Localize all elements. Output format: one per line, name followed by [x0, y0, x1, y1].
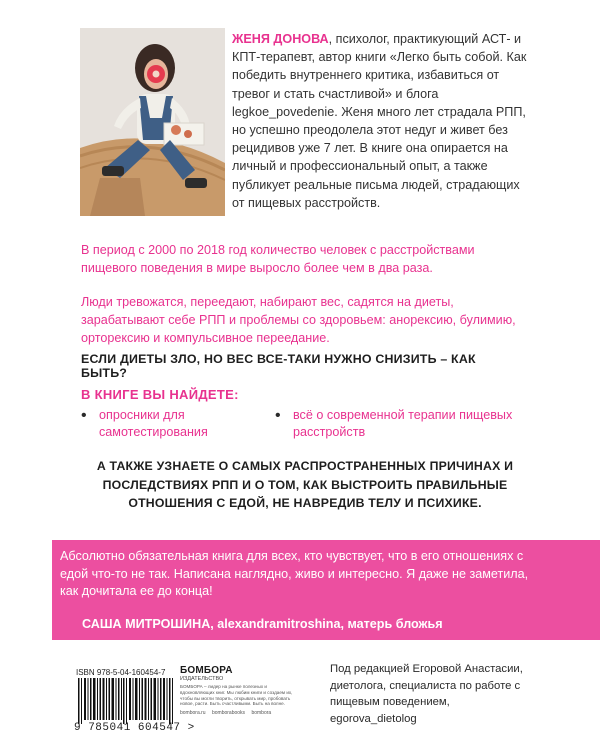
find-item-text: всё о современной терапии пищевых расстройств [293, 408, 513, 439]
bullet-dot-icon: • [81, 407, 87, 424]
website-link[interactable]: bombora.ru [180, 710, 206, 716]
barcode-number: 9 785041 604547 > [74, 722, 195, 734]
isbn-label: ISBN 978-5-04-160454-7 [76, 668, 166, 677]
quote-author: САША МИТРОШИНА, alexandramitroshina, матерь бложья [82, 617, 443, 631]
barcode-icon [76, 678, 176, 724]
also-paragraph: А ТАКЖЕ УЗНАЕТЕ О САМЫХ РАСПРОСТРАНЕННЫХ ПРИЧИНАХ И ПОСЛЕДСТВИЯХ РПП И О ТОМ, КАК ВЫСТРОИТЬ ПРАВИЛЬНЫЕ ОТНОШЕНИЯ С ЕДОЙ, НЕ НАВРЕДИВ ТЕЛУ И ПСИХИКЕ. [96, 459, 514, 510]
stat-paragraph-2: Люди тревожатся, переедают, набирают вес, садятся на диеты, зарабатывают себе РПП и проблемы со здоровьем: анорексию, булимию, орторексию и компульсивное переедание. [81, 295, 516, 345]
publisher-subtitle: ИЗДАТЕЛЬСТВО [180, 676, 224, 682]
publisher-description: БОМБОРА – лидер на рынке полезных и вдохновляющих книг. Мы любим книги и создаем их, чтобы вы могли творить, открывать мир, пробовать новое, расти. Быть счастливыми. Быть на волне. [180, 684, 293, 707]
author-name: ЖЕНЯ ДОНОВА [232, 32, 329, 46]
find-item [81, 407, 261, 447]
stat-paragraph-1: В период с 2000 по 2018 год количество человек с расстройствами пищевого поведения в мире выросло более чем в два раза. [81, 243, 475, 275]
author-photo [80, 28, 225, 216]
editor-credit: Под редакцией Егоровой Анастасии, диетолога, специалиста по работе с пищевым поведением, egorova_dietolog [330, 663, 523, 725]
vk-link[interactable]: bomborabooks [211, 710, 246, 716]
author-bio-text: , психолог, практикующий АСТ- и КПТ-терапевт, автор книги «Легко быть собой. Как победить внутреннего критика, избавиться от тревог и стать счастливой» и блога legkoe_povedenie. Женя много лет страдала РПП, но успешно преодолела этот недуг и живет без рецидивов уже 7 лет. В книге она опирается на личный и профессиональный опыт, а также публикует реальные письма людей, страдающих от пищевых расстройств. [232, 32, 527, 210]
bullet-dot-icon: • [275, 407, 281, 424]
quote-text: Абсолютно обязательная книга для всех, кто чувствует, что в его отношениях с едой что-то не так. Написана наглядно, живо и интересно. Я даже не заметила, как дочитала ее до конца! [60, 549, 529, 598]
publisher-socials [180, 710, 320, 716]
author-bio [232, 30, 532, 212]
find-heading: В КНИГЕ ВЫ НАЙДЕТЕ: [81, 387, 239, 402]
question-heading: ЕСЛИ ДИЕТЫ ЗЛО, НО ВЕС ВСЕ-ТАКИ НУЖНО СНИЗИТЬ – КАК БЫТЬ? [81, 352, 476, 380]
find-item-text: опросники для самотестирования [99, 408, 208, 439]
find-item [275, 407, 535, 447]
barcode [76, 678, 176, 724]
publisher-logo: БОМБОРА [180, 665, 233, 676]
social-link[interactable]: bombora [251, 710, 272, 716]
author-photo-illustration [80, 28, 225, 216]
